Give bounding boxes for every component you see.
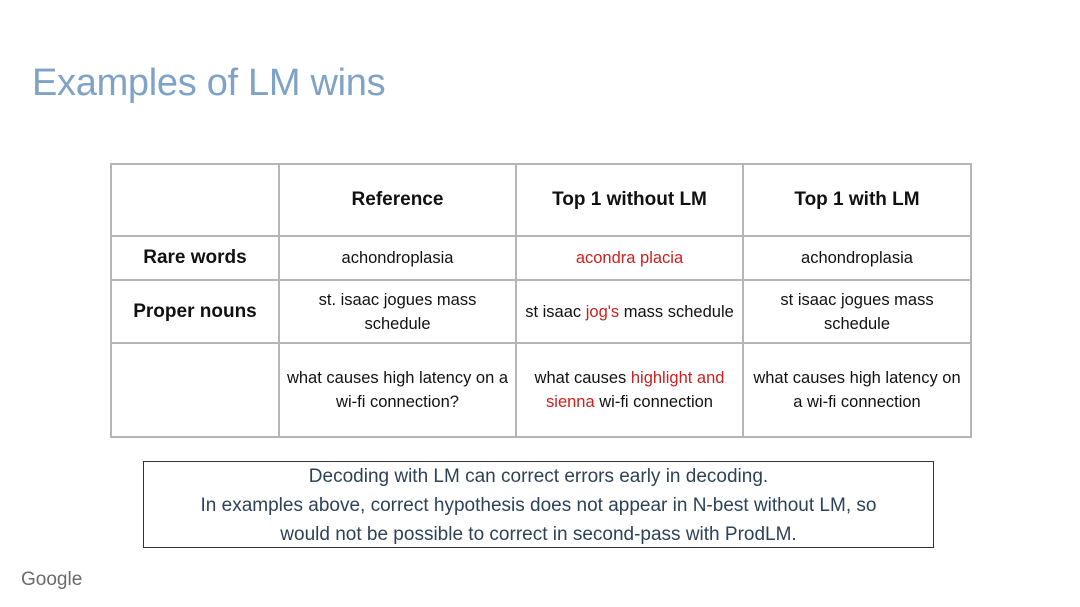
- table-row: [111, 280, 971, 343]
- table-row: [111, 343, 971, 437]
- with-lm-cell: achondroplasia: [743, 236, 971, 280]
- note-line: would not be possible to correct in second-pass with ProdLM.: [280, 524, 797, 545]
- row-label: [111, 343, 279, 437]
- without-lm-cell: [516, 236, 743, 280]
- header-top1-without-lm: Top 1 without LM: [516, 164, 743, 236]
- table-row: [111, 236, 971, 280]
- reference-cell: achondroplasia: [279, 236, 516, 280]
- hypothesis-segment: st isaac: [525, 302, 586, 321]
- hypothesis-segment: jog's: [585, 302, 620, 321]
- row-label: Rare words: [111, 236, 279, 280]
- header-reference: Reference: [279, 164, 516, 236]
- without-lm-cell: [516, 343, 743, 437]
- google-logo: Google: [21, 569, 83, 590]
- hypothesis-segment: wi-fi connection: [594, 393, 713, 411]
- summary-note: [143, 461, 934, 548]
- without-lm-cell: [516, 280, 743, 343]
- row-label: Proper nouns: [111, 280, 279, 343]
- hypothesis-segment: acondra placia: [575, 249, 684, 267]
- note-line: Decoding with LM can correct errors early in decoding.: [308, 466, 769, 487]
- with-lm-cell: st isaac jogues mass schedule: [743, 280, 971, 343]
- table-header-row: [111, 164, 971, 236]
- hypothesis-segment: mass schedule: [619, 302, 734, 321]
- note-line: In examples above, correct hypothesis does not appear in N-best without LM, so: [200, 495, 877, 516]
- reference-cell: what causes high latency on a wi-fi connection?: [279, 343, 516, 437]
- reference-cell: st. isaac jogues mass schedule: [279, 280, 516, 343]
- lm-wins-table: [110, 163, 972, 438]
- header-empty: [111, 164, 279, 236]
- hypothesis-segment: highlight and sienna: [546, 369, 725, 411]
- header-top1-with-lm: Top 1 with LM: [743, 164, 971, 236]
- slide-title: Examples of LM wins: [32, 62, 386, 104]
- hypothesis-segment: what causes: [534, 369, 631, 387]
- with-lm-cell: what causes high latency on a wi-fi connection: [743, 343, 971, 437]
